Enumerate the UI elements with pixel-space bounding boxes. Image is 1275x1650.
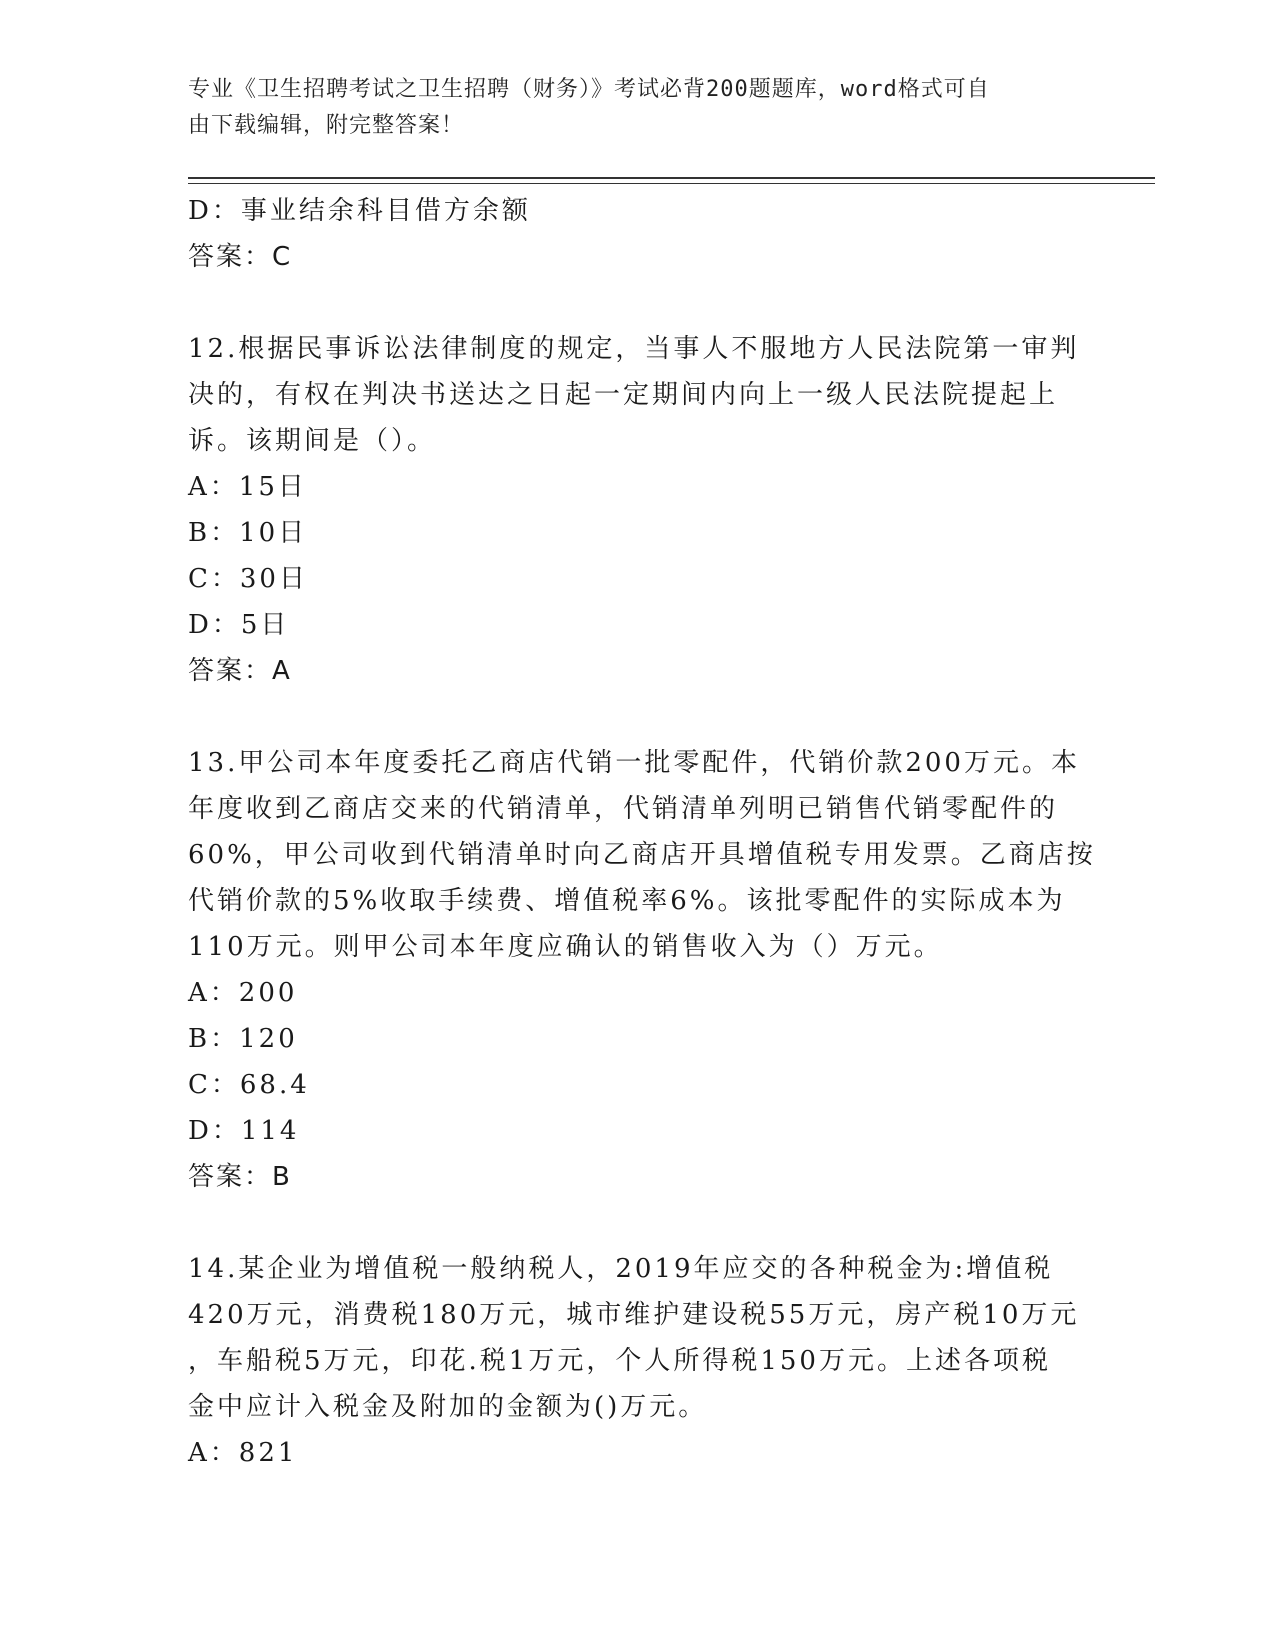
question-text-line: 年度收到乙商店交来的代销清单，代销清单列明已销售代销零配件的 — [188, 794, 1059, 824]
question-text — [188, 740, 1096, 970]
header-title-line-1: 专业《卫生招聘考试之卫生招聘（财务）》考试必背200题题库，word格式可自 — [188, 77, 990, 102]
option-b: B：10日 — [188, 518, 308, 548]
option-d: D：事业结余科目借方余额 — [188, 196, 531, 226]
question-12 — [188, 326, 1088, 694]
question-14 — [188, 1246, 1088, 1476]
header-divider-thick — [188, 177, 1155, 179]
option-a: A：15日 — [188, 472, 307, 502]
question-text-line: 420万元，消费税180万元，城市维护建设税55万元，房产税10万元 — [188, 1300, 1080, 1330]
question-text-line: 60%，甲公司收到代销清单时向乙商店开具增值税专用发票。乙商店按 — [188, 840, 1096, 870]
header-title-line-2: 由下载编辑，附完整答案！ — [188, 113, 465, 138]
question-text-line: 110万元。则甲公司本年度应确认的销售收入为（）万元。 — [188, 932, 943, 962]
option-c: C：30日 — [188, 564, 308, 594]
question-text-line: 12.根据民事诉讼法律制度的规定，当事人不服地方人民法院第一审判 — [188, 334, 1080, 364]
document-header — [188, 72, 1068, 144]
question-text-line: 14.某企业为增值税一般纳税人，2019年应交的各种税金为:增值税 — [188, 1254, 1054, 1284]
option-c: C：68.4 — [188, 1070, 310, 1100]
option-d: D：5日 — [188, 610, 290, 640]
answer-line: 答案：B — [188, 1162, 292, 1192]
question-text-line: 代销价款的5%收取手续费、增值税率6%。该批零配件的实际成本为 — [188, 886, 1066, 916]
header-divider-thin — [188, 183, 1155, 184]
question-text-line: 决的，有权在判决书送达之日起一定期间内向上一级人民法院提起上 — [188, 380, 1059, 410]
option-a: A：200 — [188, 978, 298, 1008]
question-text-line: ，车船税5万元，印花.税1万元，个人所得税150万元。上述各项税 — [188, 1346, 1051, 1376]
question-text-line: 金中应计入税金及附加的金额为()万元。 — [188, 1392, 708, 1422]
answer-line: 答案：C — [188, 242, 293, 272]
answer-line: 答案：A — [188, 656, 292, 686]
question-text — [188, 1246, 1088, 1430]
question-text-line: 13.甲公司本年度委托乙商店代销一批零配件，代销价款200万元。本 — [188, 748, 1080, 778]
option-d: D：114 — [188, 1116, 300, 1146]
option-a: A：821 — [188, 1438, 298, 1468]
question-text-line: 诉。该期间是（）。 — [188, 426, 437, 456]
question-11-tail — [188, 188, 1088, 280]
option-b: B：120 — [188, 1024, 298, 1054]
question-text — [188, 326, 1088, 464]
question-13 — [188, 740, 1096, 1200]
document-body — [188, 188, 1096, 1476]
